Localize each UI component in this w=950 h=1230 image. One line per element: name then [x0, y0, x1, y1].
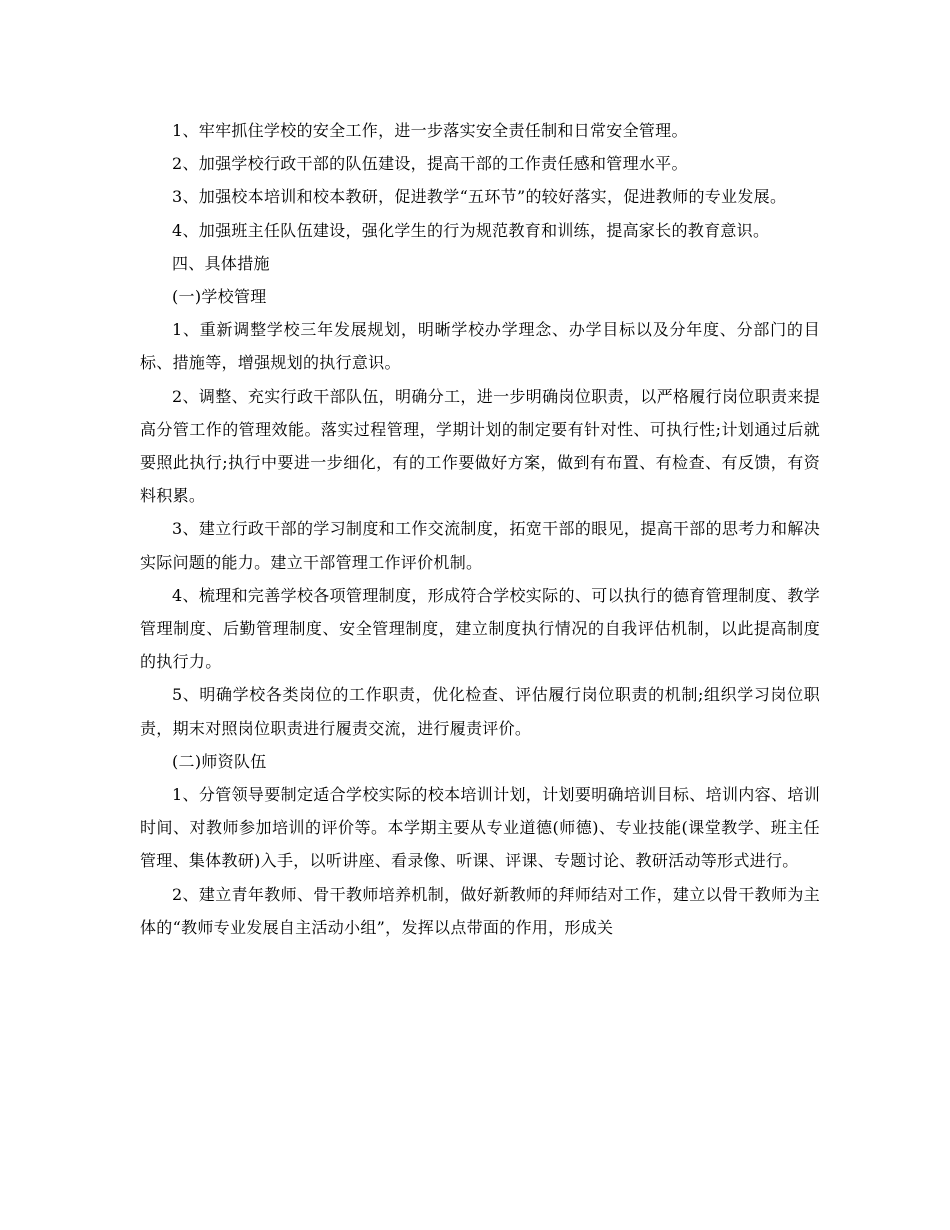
- paragraph-development-plan: 1、重新调整学校三年发展规划，明晰学校办学理念、办学目标以及分年度、分部门的目标、措施等，增强规划的执行意识。: [140, 320, 820, 373]
- paragraph-job-duties: 5、明确学校各类岗位的工作职责，优化检查、评估履行岗位职责的机制;组织学习岗位职责，期末对照岗位职责进行履责交流，进行履责评价。: [140, 685, 820, 738]
- paragraph-head-teacher: 4、加强班主任队伍建设，强化学生的行为规范教育和训练，提高家长的教育意识。: [172, 220, 770, 240]
- section-heading-measures: 四、具体措施: [172, 253, 270, 273]
- paragraph-school-training: 3、加强校本培训和校本教研，促进教学“五环节”的较好落实，促进教师的专业发展。: [172, 187, 787, 207]
- paragraph-study-system: 3、建立行政干部的学习制度和工作交流制度，拓宽干部的眼见，提高干部的思考力和解决实际问题的能力。建立干部管理工作评价机制。: [140, 519, 820, 572]
- document-body: [140, 114, 820, 944]
- paragraph-admin-team: 2、加强学校行政干部的队伍建设，提高干部的工作责任感和管理水平。: [172, 154, 688, 174]
- subsection-heading-teaching-staff: (二)师资队伍: [172, 751, 267, 771]
- subsection-heading-school-management: (一)学校管理: [172, 287, 267, 307]
- paragraph-teacher-mentoring: 2、建立青年教师、骨干教师培养机制，做好新教师的拜师结对工作，建立以骨干教师为主体的“教师专业发展自主活动小组”，发挥以点带面的作用，形成关: [140, 884, 820, 937]
- paragraph-training-plan: 1、分管领导要制定适合学校实际的校本培训计划，计划要明确培训目标、培训内容、培训时间、对教师参加培训的评价等。本学期主要从专业道德(师德)、专业技能(课堂教学、班主任管理、集体教研)入手，以听讲座、看录像、听课、评课、专题讨论、教研活动等形式进行。: [140, 785, 820, 871]
- paragraph-safety-work: 1、牢牢抓住学校的安全工作，进一步落实安全责任制和日常安全管理。: [172, 121, 688, 140]
- paragraph-admin-staff: 2、调整、充实行政干部队伍，明确分工，进一步明确岗位职责，以严格履行岗位职责来提高分管工作的管理效能。落实过程管理，学期计划的制定要有针对性、可执行性;计划通过后就要照此执行;执行中要进一步细化，有的工作要做好方案，做到有布置、有检查、有反馈，有资料积累。: [140, 386, 820, 506]
- paragraph-management-rules: 4、梳理和完善学校各项管理制度，形成符合学校实际的、可以执行的德育管理制度、教学管理制度、后勤管理制度、安全管理制度，建立制度执行情况的自我评估机制，以此提高制度的执行力。: [140, 585, 820, 672]
